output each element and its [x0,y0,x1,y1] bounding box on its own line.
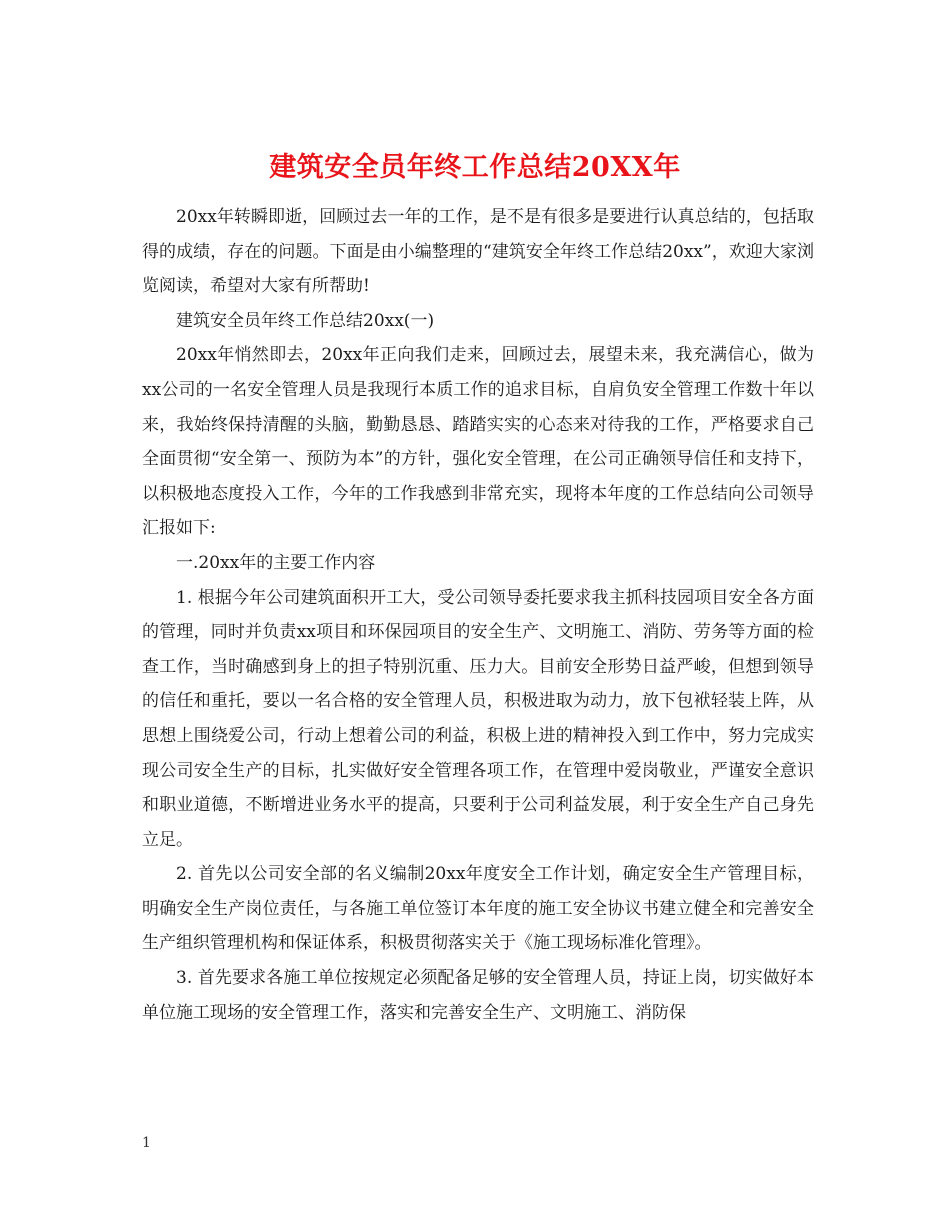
intro-paragraph: 20xx年转瞬即逝，回顾过去一年的工作，是不是有很多是要进行认真总结的，包括取得的成绩，存在的问题。下面是由小编整理的“建筑安全年终工作总结20xx”，欢迎大家浏览阅读，希望对大家有所帮助! [142,207,814,297]
document-title: 建筑安全员年终工作总结20XX年 [269,152,681,184]
page-number: 1 [142,1135,151,1151]
section-heading: 建筑安全员年终工作总结20xx(一) [176,310,435,331]
document-body [142,200,814,1030]
body-paragraph: 20xx年悄然即去，20xx年正向我们走来，回顾过去，展望未来，我充满信心，做为xx公司的一名安全管理人员是我现行本质工作的追求目标，自肩负安全管理工作数十年以来，我始终保持清醒的头脑，勤勤恳恳、踏踏实实的心态来对待我的工作，严格要求自己全面贯彻“安全第一、预防为本”的方针，强化安全管理，在公司正确领导信任和支持下，以积极地态度投入工作，今年的工作我感到非常充实，现将本年度的工作总结向公司领导汇报如下: [142,345,814,539]
list-item-1: 1. 根据今年公司建筑面积开工大，受公司领导委托要求我主抓科技园项目安全各方面的管理，同时并负责xx项目和环保园项目的安全生产、文明施工、消防、劳务等方面的检查工作，当时确感到身上的担子特别沉重、压力大。目前安全形势日益严峻，但想到领导的信任和重托，要以一名合格的安全管理人员，积极进取为动力，放下包袱轻装上阵，从思想上围绕爱公司，行动上想着公司的利益，积极上进的精神投入到工作中，努力完成实现公司安全生产的目标，扎实做好安全管理各项工作，在管理中爱岗敬业，严谨安全意识和职业道德，不断增进业务水平的提高，只要利于公司利益发展，利于安全生产自己身先立足。 [142,587,814,850]
list-item-3: 3. 首先要求各施工单位按规定必须配备足够的安全管理人员，持证上岗，切实做好本单位施工现场的安全管理工作，落实和完善安全生产、文明施工、消防保 [142,968,814,1023]
subsection-heading: 一.20xx年的主要工作内容 [176,552,376,573]
list-item-2: 2. 首先以公司安全部的名义编制20xx年度安全工作计划，确定安全生产管理目标，明确安全生产岗位责任，与各施工单位签订本年度的施工安全协议书建立健全和完善安全生产组织管理机构和保证体系，积极贯彻落实关于《施工现场标准化管理》。 [142,864,814,954]
